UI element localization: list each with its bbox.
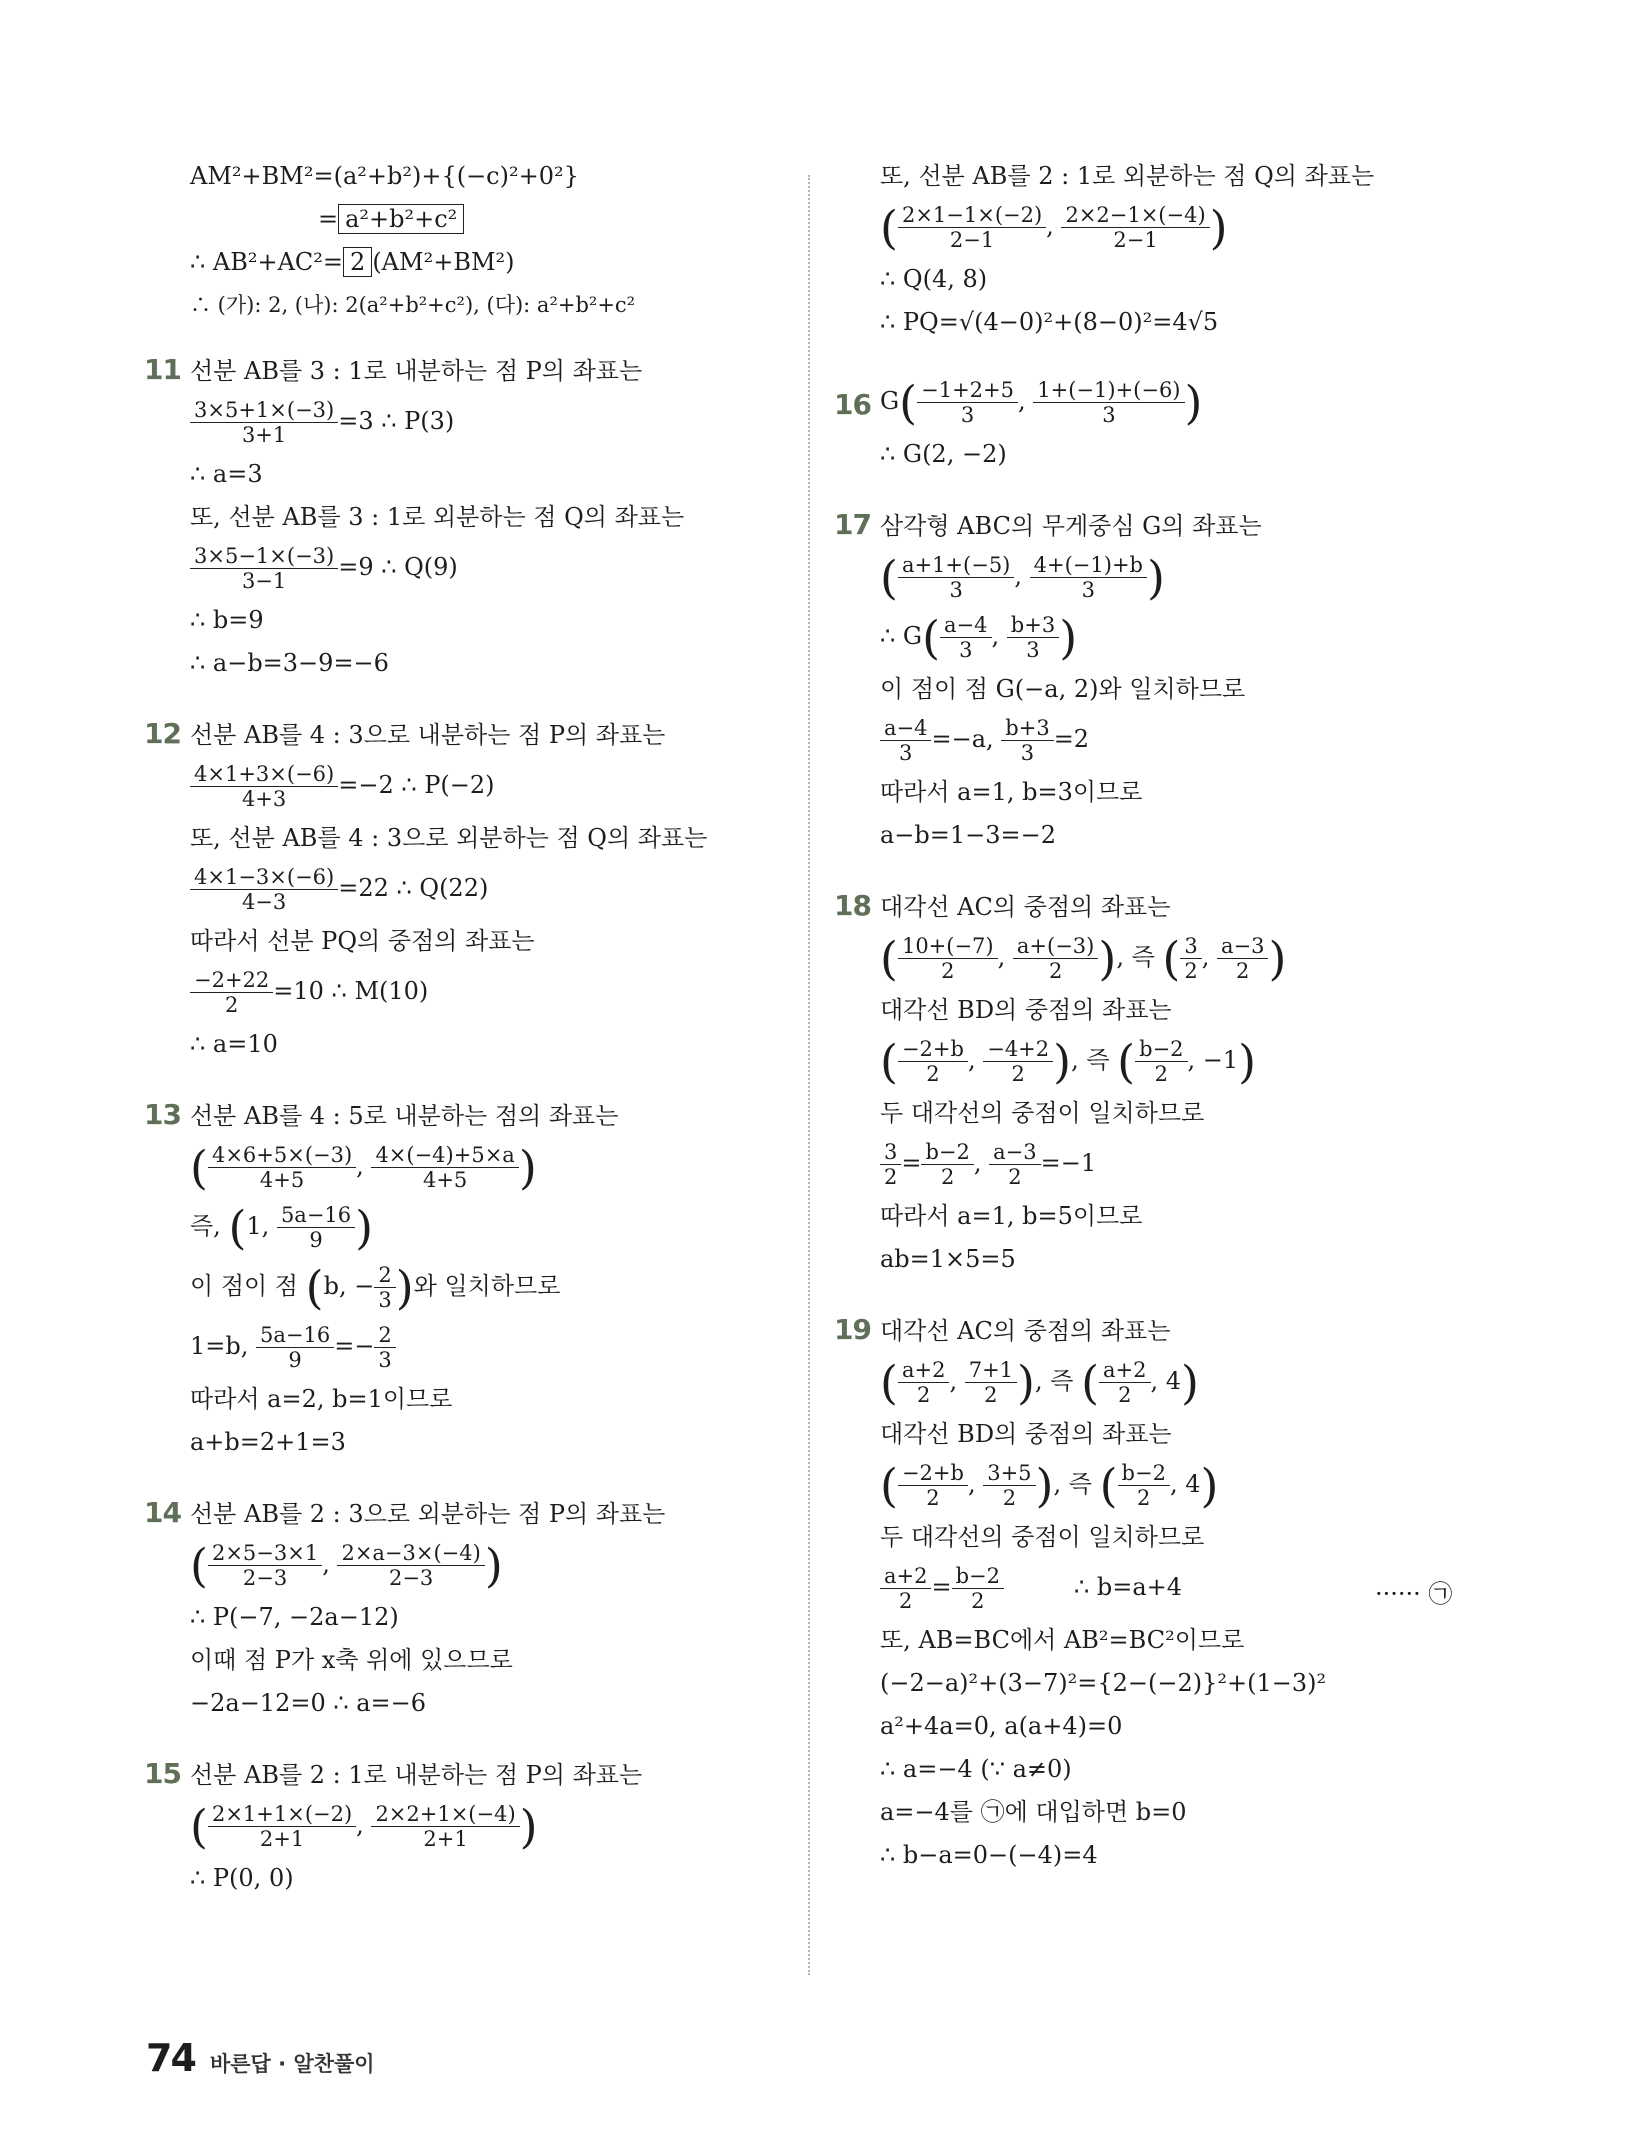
fraction-line: 즉, (1, $\frac{5a-16}{9}$ ): [190, 1200, 374, 1255]
answer-box: 2: [343, 247, 372, 277]
text-line: 또, 선분 AB를 3 : 1로 외분하는 점 Q의 좌표는: [190, 503, 685, 531]
fraction-line: ( $\frac{a+1+(-5)}{3}$ , $\frac{4+(-1)+b}{3}$ ): [880, 550, 1165, 605]
fraction: $\frac{7+1}{2}$: [965, 1358, 1017, 1407]
fraction-line: ∴ G( $\frac{a-4}{3}$ , $\frac{b+3}{3}$ ): [880, 610, 1078, 665]
fraction-line: ( $\frac{2\times 5-3\times 1}{2-3}$ , $\frac{2\times a-3\times(-4)}{2-3}$ ): [190, 1538, 503, 1593]
text-line: ∴ b−a=0−(−4)=4: [880, 1841, 1098, 1869]
answer-summary: ∴ (가): 2, (나): 2(a²+b²+c²), (다): a²+b²+c²: [190, 293, 636, 317]
fraction-line: ( $\frac{-2+b}{2}$ , $\frac{3+5}{2}$ ), 즉 ( $\frac{b-2}{2}$ , 4): [880, 1458, 1219, 1513]
text-line: 따라서 a=2, b=1이므로: [190, 1385, 453, 1413]
text-line: ∴ G(2, −2): [880, 440, 1007, 468]
problem-number: 15: [144, 1757, 181, 1790]
fraction: $\frac{b-2}{2}$: [1135, 1037, 1187, 1086]
problem-number: 14: [144, 1496, 181, 1529]
fraction: $\frac{a+2}{2}$: [898, 1358, 949, 1407]
text-line: 따라서 선분 PQ의 중점의 좌표는: [190, 927, 535, 955]
equation: (AM²+BM²): [372, 248, 515, 276]
fraction: $\frac{2}{3}$: [374, 1323, 395, 1372]
text-line: 두 대각선의 중점이 일치하므로: [880, 1099, 1205, 1127]
fraction: $\frac{4\times 1-3\times(-6)}{4-3}$: [190, 865, 338, 914]
text-line: 따라서 a=1, b=3이므로: [880, 778, 1143, 806]
result: ∴ b=a+4: [1074, 1573, 1183, 1601]
text-line: ∴ P(0, 0): [190, 1864, 294, 1892]
result: =10 ∴ M(10): [273, 977, 429, 1005]
intro-block: [190, 160, 790, 321]
text-line: ∴ a=−4 (∵ a≠0): [880, 1755, 1072, 1783]
text-line: 두 대각선의 중점이 일치하므로: [880, 1523, 1205, 1551]
text-line: ∴ PQ=√(4−0)²+(8−0)²=4√5: [880, 308, 1219, 336]
problem-15: [144, 1757, 790, 1894]
fraction-line: 1=b, $\frac{5a-16}{9}$ =− $\frac{2}{3}$: [190, 1323, 790, 1372]
problem-number: 18: [834, 889, 871, 922]
fraction: $\frac{a-3}{2}$: [989, 1140, 1040, 1189]
fraction: $\frac{1+(-1)+(-6)}{3}$: [1033, 378, 1184, 427]
fraction: $\frac{2\times 1-1\times(-2)}{2-1}$: [898, 203, 1046, 252]
result: =−2 ∴ P(−2): [338, 771, 495, 799]
problem-13: [144, 1098, 790, 1458]
answer-box: a²+b²+c²: [338, 204, 464, 234]
fraction-line: [190, 968, 790, 1017]
fraction-line: [190, 865, 790, 914]
fraction: $\frac{a-3}{2}$: [1217, 934, 1268, 983]
problem-16: [834, 375, 1500, 470]
text-line: ∴ a=3: [190, 460, 263, 488]
fraction: $\frac{a+1+(-5)}{3}$: [898, 553, 1014, 602]
fraction: $\frac{b-2}{2}$: [1118, 1461, 1170, 1510]
footer-title: 바른답 · 알찬풀이: [209, 2052, 375, 2076]
fraction-line: [190, 762, 790, 811]
fraction: $\frac{b+3}{3}$: [1001, 716, 1053, 765]
result: =22 ∴ Q(22): [338, 874, 489, 902]
fraction: $\frac{-1+2+5}{3}$: [917, 378, 1018, 427]
text-line: ab=1×5=5: [880, 1245, 1016, 1273]
fraction-line: [190, 398, 790, 447]
text-line: 또, 선분 AB를 2 : 1로 외분하는 점 Q의 좌표는: [880, 162, 1375, 190]
fraction: $\frac{4\times 6+5\times(-3)}{4+5}$: [208, 1143, 356, 1192]
page-footer: [146, 2036, 375, 2080]
text-line: a²+4a=0, a(a+4)=0: [880, 1712, 1123, 1740]
fraction: $\frac{b+3}{3}$: [1007, 613, 1059, 662]
fraction-line: G( $\frac{-1+2+5}{3}$ , $\frac{1+(-1)+(-6)}{3}$ ): [880, 375, 1203, 430]
intro-line-3: [190, 246, 790, 278]
text-line: ∴ b=9: [190, 606, 264, 634]
text-line: 선분 AB를 2 : 1로 내분하는 점 P의 좌표는: [190, 1761, 643, 1789]
text-line: ∴ Q(4, 8): [880, 265, 988, 293]
text-line: 대각선 BD의 중점의 좌표는: [880, 1420, 1172, 1448]
fraction-line: 이 점이 점 (b, − $\frac{2}{3}$ )와 일치하므로: [190, 1260, 561, 1315]
fraction: $\frac{3\times 5-1\times(-3)}{3-1}$: [190, 544, 338, 593]
text-line: (−2−a)²+(3−7)²={2−(−2)}²+(1−3)²: [880, 1669, 1327, 1697]
problem-15-continued: [880, 160, 1500, 338]
problem-number: 13: [144, 1098, 181, 1131]
fraction: $\frac{a-4}{3}$: [940, 613, 991, 662]
text-line: 선분 AB를 3 : 1로 내분하는 점 P의 좌표는: [190, 357, 643, 385]
right-column: [834, 160, 1500, 1882]
fraction: $\frac{2\times 2-1\times(-4)}{2-1}$: [1061, 203, 1209, 252]
problem-12: [144, 717, 790, 1060]
text-line: a+b=2+1=3: [190, 1428, 346, 1456]
fraction: $\frac{-2+22}{2}$: [190, 968, 273, 1017]
fraction: $\frac{-2+b}{2}$: [898, 1461, 968, 1510]
text-line: a−b=1−3=−2: [880, 821, 1057, 849]
fraction: $\frac{2\times a-3\times(-4)}{2-3}$: [337, 1541, 484, 1590]
fraction: $\frac{3}{2}$: [880, 1140, 901, 1189]
fraction: $\frac{b-2}{2}$: [952, 1564, 1004, 1613]
problem-number: 12: [144, 717, 181, 750]
fraction-line: $\frac{a+2}{2}$ = $\frac{b-2}{2}$ ∴ b=a+4 ······ ㉠: [880, 1564, 1500, 1613]
fraction-line: ( $\frac{-2+b}{2}$ , $\frac{-4+2}{2}$ ), 즉 ( $\frac{b-2}{2}$ , −1): [880, 1034, 1257, 1089]
fraction: $\frac{5a-16}{9}$: [277, 1203, 355, 1252]
fraction: $\frac{2\times 5-3\times 1}{2-3}$: [208, 1541, 322, 1590]
fraction-line: ( $\frac{10+(-7)}{2}$ , $\frac{a+(-3)}{2}$ ), 즉 ( $\frac{3}{2}$ , $\frac{a-3}{2}$ ): [880, 931, 1287, 986]
text-line: 따라서 a=1, b=5이므로: [880, 1202, 1143, 1230]
problem-14: [144, 1496, 790, 1719]
fraction: $\frac{2}{3}$: [374, 1263, 395, 1312]
text-line: ∴ a=10: [190, 1030, 278, 1058]
result: =9 ∴ Q(9): [338, 553, 458, 581]
result: =3 ∴ P(3): [338, 407, 455, 435]
problem-number: 16: [834, 388, 871, 421]
text-line: 선분 AB를 4 : 5로 내분하는 점의 좌표는: [190, 1102, 619, 1130]
fraction: $\frac{3+5}{2}$: [983, 1461, 1035, 1510]
problem-11: [144, 353, 790, 679]
text-line: a=−4를 ㉠에 대입하면 b=0: [880, 1798, 1187, 1826]
left-column: [144, 160, 790, 1905]
fraction: $\frac{4+(-1)+b}{3}$: [1030, 553, 1147, 602]
fraction: $\frac{3}{2}$: [1180, 934, 1201, 983]
column-divider: [808, 175, 810, 1975]
fraction: $\frac{10+(-7)}{2}$: [898, 934, 998, 983]
fraction: $\frac{a+(-3)}{2}$: [1013, 934, 1098, 983]
problem-18: [834, 889, 1500, 1275]
problem-19: [834, 1313, 1500, 1871]
text-line: 이때 점 P가 x축 위에 있으므로: [190, 1646, 513, 1674]
equation: ∴ AB²+AC²=: [190, 248, 344, 276]
text-line: 대각선 BD의 중점의 좌표는: [880, 996, 1172, 1024]
intro-line-1: [190, 160, 790, 192]
text-line: 삼각형 ABC의 무게중심 G의 좌표는: [880, 512, 1262, 540]
text-line: −2a−12=0 ∴ a=−6: [190, 1689, 427, 1717]
fraction: $\frac{-2+b}{2}$: [898, 1037, 968, 1086]
text-line: 선분 AB를 4 : 3으로 내분하는 점 P의 좌표는: [190, 721, 666, 749]
fraction: $\frac{a-4}{3}$: [880, 716, 931, 765]
problem-number: 19: [834, 1313, 871, 1346]
fraction: $\frac{5a-16}{9}$: [256, 1323, 334, 1372]
equation-marker: ······ ㉠: [1375, 1580, 1453, 1608]
problem-17: [834, 508, 1500, 851]
fraction-line: ( $\frac{2\times 1-1\times(-2)}{2-1}$ , $\frac{2\times 2-1\times(-4)}{2-1}$ ): [880, 200, 1228, 255]
fraction: $\frac{2\times 2+1\times(-4)}{2+1}$: [371, 1802, 519, 1851]
fraction-line: ( $\frac{2\times 1+1\times(-2)}{2+1}$ , $\frac{2\times 2+1\times(-4)}{2+1}$ ): [190, 1799, 538, 1854]
page-number: 74: [146, 2036, 195, 2080]
intro-line-2: = a²+b²+c²: [190, 203, 790, 235]
problem-number: 11: [144, 353, 181, 386]
fraction: $\frac{b-2}{2}$: [921, 1140, 973, 1189]
fraction: $\frac{a+2}{2}$: [880, 1564, 931, 1613]
text-line: 이 점이 점 G(−a, 2)와 일치하므로: [880, 675, 1246, 703]
fraction: $\frac{2\times 1+1\times(-2)}{2+1}$: [208, 1802, 356, 1851]
fraction-line: $\frac{3}{2}$ = $\frac{b-2}{2}$ , $\frac{a-3}{2}$ =−1: [880, 1140, 1500, 1189]
fraction: $\frac{a+2}{2}$: [1099, 1358, 1150, 1407]
fraction: $\frac{4\times 1+3\times(-6)}{4+3}$: [190, 762, 338, 811]
fraction: $\frac{4\times(-4)+5\times a}{4+5}$: [371, 1143, 518, 1192]
intro-line-4: [190, 289, 790, 321]
text-line: 대각선 AC의 중점의 좌표는: [880, 893, 1171, 921]
text-line: 또, AB=BC에서 AB²=BC²이므로: [880, 1626, 1245, 1654]
equation: AM²+BM²=(a²+b²)+{(−c)²+0²}: [190, 162, 579, 190]
fraction: $\frac{3\times 5+1\times(-3)}{3+1}$: [190, 398, 338, 447]
fraction-line: ( $\frac{4\times 6+5\times(-3)}{4+5}$ , $\frac{4\times(-4)+5\times a}{4+5}$ ): [190, 1140, 537, 1195]
fraction-line: ( $\frac{a+2}{2}$ , $\frac{7+1}{2}$ ), 즉 ( $\frac{a+2}{2}$ , 4): [880, 1355, 1199, 1410]
fraction-line: [190, 544, 790, 593]
problem-number: 17: [834, 508, 871, 541]
text-line: 선분 AB를 2 : 3으로 외분하는 점 P의 좌표는: [190, 1500, 666, 1528]
text-line: 대각선 AC의 중점의 좌표는: [880, 1317, 1171, 1345]
fraction: $\frac{-4+2}{2}$: [983, 1037, 1053, 1086]
text-line: 또, 선분 AB를 4 : 3으로 외분하는 점 Q의 좌표는: [190, 824, 708, 852]
text-line: ∴ a−b=3−9=−6: [190, 649, 389, 677]
fraction-line: $\frac{a-4}{3}$ =−a, $\frac{b+3}{3}$ =2: [880, 716, 1500, 765]
text-line: ∴ P(−7, −2a−12): [190, 1603, 399, 1631]
